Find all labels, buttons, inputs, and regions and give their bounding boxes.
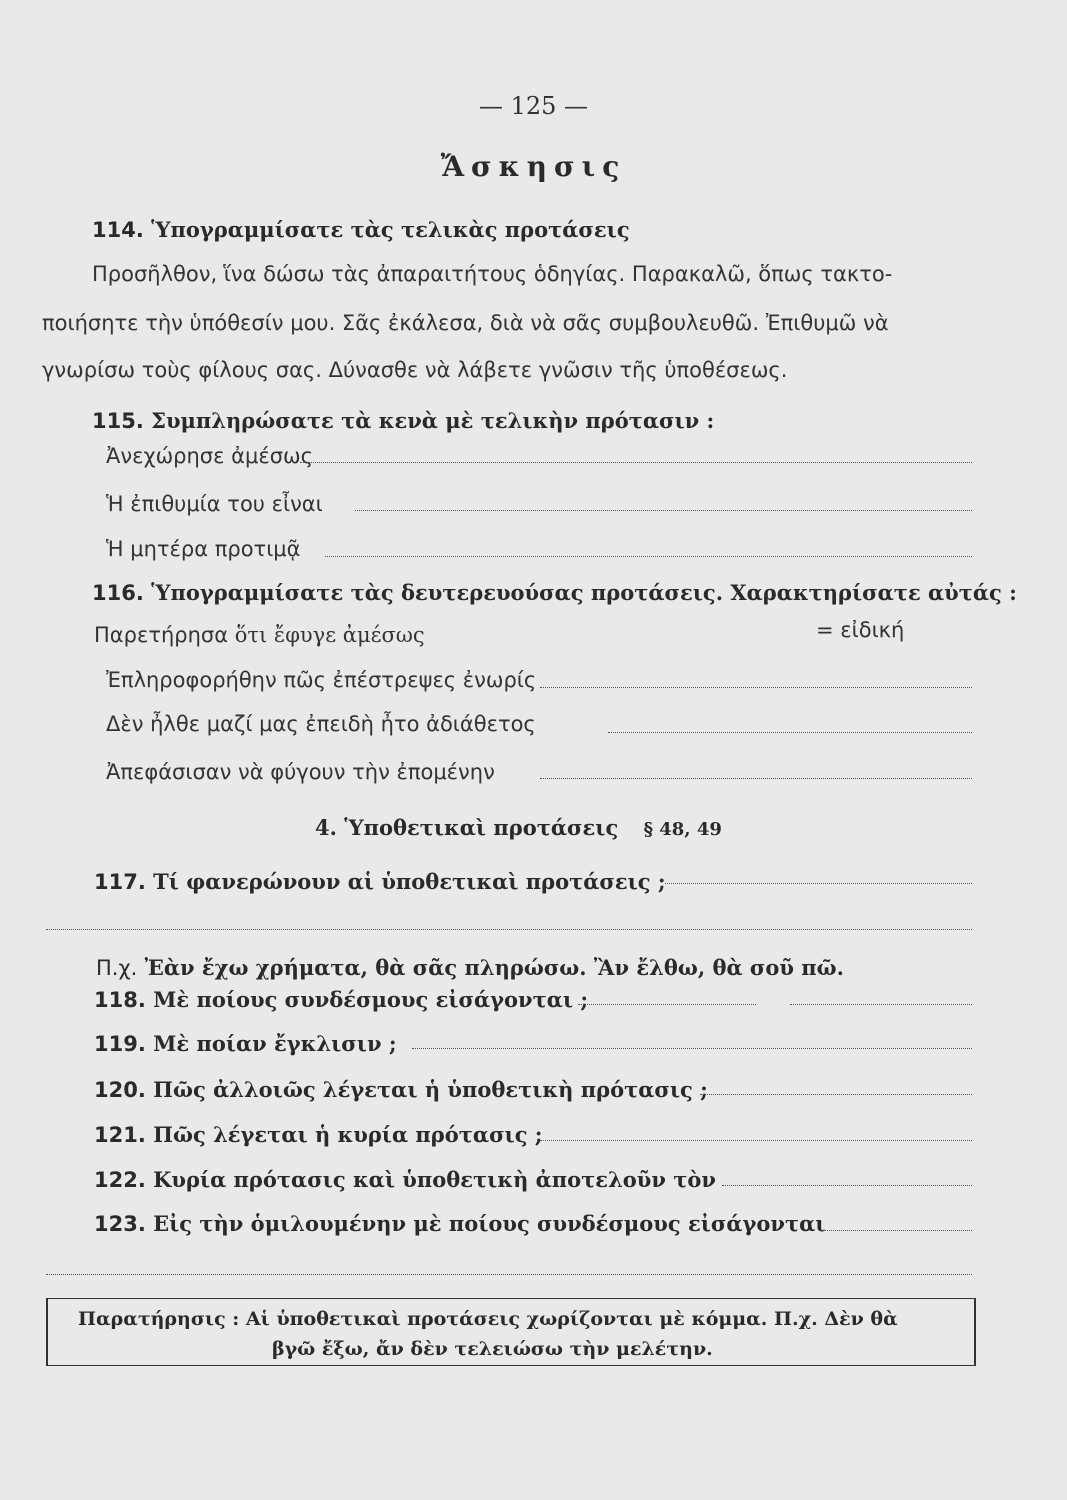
fill-blank-line[interactable]: [540, 778, 972, 779]
exercise-question: Μὲ ποίαν ἔγκλισιν ;: [153, 1031, 397, 1056]
note-text-1: Αἱ ὑποθετικαὶ προτάσεις χωρίζονται μὲ κόμμα. Π.χ. Δὲν θὰ: [245, 1308, 898, 1330]
exercise-114-heading: [92, 217, 630, 242]
exercise-question: Κυρία πρότασις καὶ ὑποθετικὴ ἀποτελοῦν τὸν: [153, 1167, 716, 1192]
exercise-118: [94, 987, 588, 1012]
fill-blank-line[interactable]: [700, 1094, 972, 1095]
section-reference: § 48, 49: [643, 819, 722, 840]
example-sentence: [94, 623, 425, 647]
note-line-1: [78, 1308, 898, 1330]
section-heading: [315, 815, 722, 840]
exercise-question: Μὲ ποίους συνδέσμους εἰσάγονται ;: [153, 987, 589, 1012]
page-number: — 125 —: [478, 92, 589, 120]
exercise-number: 119.: [94, 1032, 146, 1056]
fill-item-1: Ἀνεχώρησε ἀμέσως: [106, 444, 313, 468]
exercise-number: 118.: [94, 988, 146, 1012]
exercise-114-line-1: Προσῆλθον, ἵνα δώσω τὰς ἀπαραιτήτους ὁδηγίας. Παρακαλῶ, ὅπως τακτο-: [92, 262, 893, 286]
fill-blank-line[interactable]: [722, 1185, 972, 1186]
exercise-number: 123.: [94, 1212, 146, 1236]
exercise-number: 120.: [94, 1078, 146, 1102]
exercise-question: Εἰς τὴν ὁμιλουμένην μὲ ποίους συνδέσμους εἰσάγονται: [153, 1211, 826, 1236]
example-answer: = εἰδική: [816, 618, 905, 642]
page-title: Ἄσκησις: [440, 150, 627, 183]
exercise-123: [94, 1211, 825, 1236]
exercise-number: 121.: [94, 1123, 146, 1147]
fill-blank-line[interactable]: [790, 1004, 972, 1005]
fill-blank-line[interactable]: [540, 687, 972, 688]
note-line-2: βγῶ ἔξω, ἄν δὲν τελειώσω τὴν μελέτην.: [272, 1338, 713, 1360]
exercise-number: 117.: [94, 870, 146, 894]
classify-item-3: Ἀπεφάσισαν νὰ φύγουν τὴν ἐπομένην: [106, 760, 495, 784]
exercise-119: [94, 1031, 397, 1056]
fill-item-2: Ἡ ἐπιθυμία του εἶναι: [106, 492, 323, 516]
exercise-heading-text: Συμπληρώσατε τὰ κενὰ μὲ τελικὴν πρότασιν :: [151, 408, 715, 433]
exercise-question: Πῶς ἀλλοιῶς λέγεται ἡ ὑποθετικὴ πρότασις ;: [153, 1077, 708, 1102]
section-title: 4. Ὑποθετικαὶ προτάσεις: [315, 815, 619, 840]
fill-blank-line[interactable]: [325, 556, 972, 557]
exercise-122: [94, 1167, 716, 1192]
exercise-number: 114.: [92, 218, 144, 242]
exercise-115-heading: [92, 408, 714, 433]
classify-item-2: Δὲν ἦλθε μαζί μας ἐπειδὴ ἦτο ἀδιάθετος: [106, 712, 536, 736]
exercise-question: Τί φανερώνουν αἱ ὑποθετικαὶ προτάσεις ;: [153, 869, 666, 894]
exercise-number: 115.: [92, 409, 144, 433]
example-prefix: Π.χ.: [96, 956, 138, 980]
exercise-117: [94, 869, 666, 894]
exercise-121: [94, 1122, 543, 1147]
example-line: [96, 955, 844, 980]
exercise-heading-text: Ὑπογραμμίσατε τὰς τελικὰς προτάσεις: [151, 217, 630, 242]
exercise-number: 116.: [92, 581, 144, 605]
exercise-heading-text: Ὑπογραμμίσατε τὰς δευτερευούσας προτάσεις. Χαρακτηρίσατε αὐτάς :: [151, 580, 1017, 605]
fill-blank-line[interactable]: [820, 1230, 972, 1231]
classify-item-1: Ἐπληροφορήθην πῶς ἐπέστρεψες ἐνωρίς: [106, 668, 537, 692]
note-label: Παρατήρησις :: [78, 1308, 240, 1330]
exercise-114-line-2: ποιήσητε τὴν ὑπόθεσίν μου. Σᾶς ἐκάλεσα, διὰ νὰ σᾶς συμβουλευθῶ. Ἐπιθυμῶ νὰ: [42, 311, 889, 335]
fill-blank-line[interactable]: [355, 510, 972, 511]
fill-blank-line[interactable]: [665, 883, 972, 884]
fill-blank-line[interactable]: [46, 1274, 972, 1275]
exercise-number: 122.: [94, 1168, 146, 1192]
example-text: Ἐὰν ἔχω χρήματα, θὰ σᾶς πληρώσω. Ἂν ἔλθω, θὰ σοῦ πῶ.: [144, 955, 844, 980]
fill-blank-line[interactable]: [578, 1004, 756, 1005]
example-main-clause: Παρετήρησα: [94, 623, 235, 647]
fill-blank-line[interactable]: [46, 929, 972, 930]
fill-blank-line[interactable]: [300, 462, 972, 463]
fill-blank-line[interactable]: [412, 1048, 972, 1049]
fill-blank-line[interactable]: [540, 1140, 972, 1141]
fill-item-3: Ἡ μητέρα προτιμᾷ: [106, 537, 301, 561]
fill-blank-line[interactable]: [608, 732, 972, 733]
example-subordinate-clause: ὅτι ἔφυγε ἀμέσως: [234, 623, 425, 647]
exercise-116-heading: [92, 580, 1017, 605]
exercise-120: [94, 1077, 708, 1102]
exercise-question: Πῶς λέγεται ἡ κυρία πρότασις ;: [153, 1122, 543, 1147]
exercise-114-line-3: γνωρίσω τοὺς φίλους σας. Δύνασθε νὰ λάβετε γνῶσιν τῆς ὑποθέσεως.: [42, 358, 788, 382]
